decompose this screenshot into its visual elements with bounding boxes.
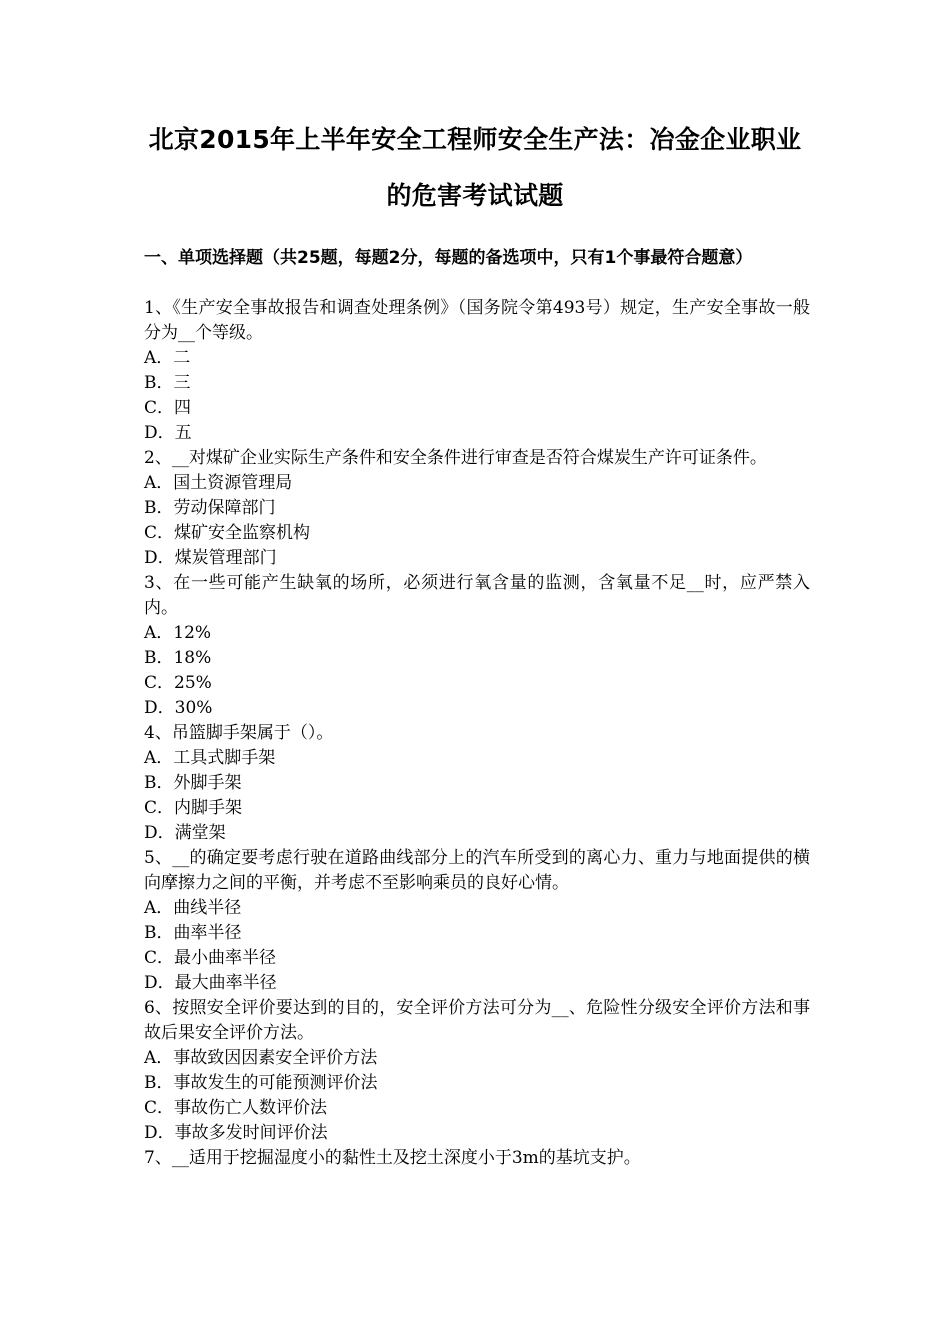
question-item bbox=[144, 721, 810, 846]
answer-option: A．国土资源管理局 bbox=[144, 473, 293, 493]
answer-option: C．煤矿安全监察机构 bbox=[144, 523, 311, 543]
answer-option: D．最大曲率半径 bbox=[144, 973, 277, 993]
question-item bbox=[144, 296, 810, 446]
answer-option: A．12% bbox=[144, 623, 212, 643]
question-item bbox=[144, 446, 810, 571]
answer-option: D．满堂架 bbox=[144, 823, 226, 843]
title-line-2: 的危害考试试题 bbox=[386, 181, 564, 210]
answer-option: D．五 bbox=[144, 423, 192, 443]
answer-option: A．曲线半径 bbox=[144, 898, 242, 918]
answer-option: A．工具式脚手架 bbox=[144, 748, 276, 768]
answer-option: C．四 bbox=[144, 398, 192, 418]
question-item bbox=[144, 571, 810, 721]
question-stem: 5、__的确定要考虑行驶在道路曲线部分上的汽车所受到的离心力、重力与地面提供的横向摩擦力之间的平衡，并考虑不至影响乘员的良好心情。 bbox=[144, 848, 810, 893]
document-title bbox=[140, 112, 810, 224]
question-stem: 2、__对煤矿企业实际生产条件和安全条件进行审查是否符合煤炭生产许可证条件。 bbox=[144, 448, 767, 468]
section-heading: 一、单项选择题（共25题，每题2分，每题的备选项中，只有1个事最符合题意） bbox=[144, 248, 753, 268]
answer-option: B．18% bbox=[144, 648, 212, 668]
answer-option: A．事故致因因素安全评价方法 bbox=[144, 1048, 378, 1068]
answer-option: B．外脚手架 bbox=[144, 773, 242, 793]
answer-option: B．三 bbox=[144, 373, 191, 393]
answer-option: B．事故发生的可能预测评价法 bbox=[144, 1073, 378, 1093]
question-item bbox=[144, 846, 810, 996]
answer-option: A．二 bbox=[144, 348, 191, 368]
question-stem: 7、__适用于挖掘湿度小的黏性土及挖土深度小于3m的基坑支护。 bbox=[144, 1148, 641, 1168]
answer-option: C．内脚手架 bbox=[144, 798, 243, 818]
title-line-1: 北京2015年上半年安全工程师安全生产法：冶金企业职业 bbox=[148, 125, 802, 154]
answer-option: C．事故伤亡人数评价法 bbox=[144, 1098, 328, 1118]
question-list bbox=[144, 296, 810, 1171]
answer-option: D．煤炭管理部门 bbox=[144, 548, 277, 568]
question-item bbox=[144, 996, 810, 1146]
question-stem: 6、按照安全评价要达到的目的，安全评价方法可分为__、危险性分级安全评价方法和事故后果安全评价方法。 bbox=[144, 998, 810, 1043]
question-stem: 1、《生产安全事故报告和调查处理条例》（国务院令第493号）规定，生产安全事故一般分为__个等级。 bbox=[144, 298, 810, 343]
answer-option: D．30% bbox=[144, 698, 213, 718]
answer-option: C．25% bbox=[144, 673, 212, 693]
answer-option: B．劳动保障部门 bbox=[144, 498, 276, 518]
answer-option: D．事故多发时间评价法 bbox=[144, 1123, 328, 1143]
question-stem: 4、吊篮脚手架属于（）。 bbox=[144, 723, 334, 743]
question-item bbox=[144, 1146, 810, 1171]
answer-option: B．曲率半径 bbox=[144, 923, 242, 943]
answer-option: C．最小曲率半径 bbox=[144, 948, 277, 968]
question-stem: 3、在一些可能产生缺氧的场所，必须进行氧含量的监测，含氧量不足__时，应严禁入内。 bbox=[144, 573, 810, 618]
